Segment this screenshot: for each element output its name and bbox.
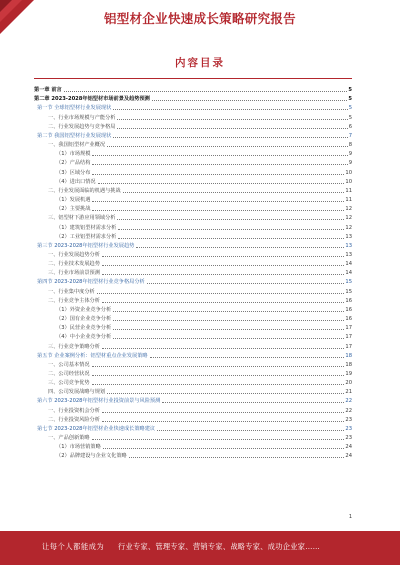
toc-entry[interactable]	[34, 166, 352, 175]
toc-entry-title: （1）发展机遇	[56, 197, 91, 204]
toc-entry-title: （1）外资企业竞争分析	[56, 306, 112, 313]
toc-entry-title: （4）进出口情况	[56, 178, 96, 185]
toc-entry-title: 三、公司竞争优势	[48, 380, 90, 387]
toc-entry-page: 11	[345, 197, 352, 204]
toc-leader-dots	[92, 375, 345, 376]
toc-entry[interactable]	[34, 84, 352, 93]
toc-entry[interactable]	[34, 102, 352, 111]
toc-entry[interactable]	[34, 93, 352, 102]
toc-entry-title: 二、行业技术发展趋势	[48, 261, 100, 268]
toc-entry-title: 第二节 我国铝型材行业发展现状	[37, 132, 112, 139]
toc-leader-dots	[150, 357, 345, 358]
toc-entry-title: 第七节 2023-2028年铝型材企业快速成长策略建议	[37, 425, 156, 432]
toc-entry-title: 二、行业发展趋势与竞争格局	[48, 123, 116, 130]
toc-leader-dots	[92, 439, 345, 440]
toc-entry[interactable]	[34, 130, 352, 139]
toc-entry-page: 5	[348, 96, 352, 103]
toc-entry-page: 12	[345, 224, 352, 231]
toc-leader-dots	[113, 137, 347, 138]
toc-leader-dots	[113, 338, 344, 339]
toc-entry-page: 15	[345, 279, 352, 286]
toc-entry[interactable]	[34, 350, 352, 359]
toc-entry-page: 8	[348, 142, 352, 149]
toc-entry[interactable]	[34, 221, 352, 230]
toc-leader-dots	[117, 128, 347, 129]
toc-entry-page: 17	[345, 325, 352, 332]
toc-entry[interactable]	[34, 395, 352, 404]
toc-leader-dots	[102, 265, 345, 266]
toc-entry-page: 16	[345, 297, 352, 304]
toc-entry-page: 5	[348, 114, 352, 121]
toc-entry-page: 16	[345, 306, 352, 313]
toc-entry-title: （3）区域分布	[56, 169, 91, 176]
top-banner	[0, 0, 400, 30]
toc-entry-page: 9	[348, 160, 352, 167]
toc-entry-title: 第三节 2023-2028年铝型材行业发展趋势	[37, 242, 135, 249]
toc-entry-title: 二、行业竞争主体分析	[48, 297, 100, 304]
toc-entry[interactable]	[34, 377, 352, 386]
toc-leader-dots	[98, 183, 345, 184]
toc-leader-dots	[92, 174, 344, 175]
toc-leader-dots	[129, 457, 345, 458]
toc-entry-title: 第二章 2023-2028年铝型材市场前景及趋势预测	[34, 96, 150, 103]
report-title: 铝型材企业快速成长策略研究报告	[103, 11, 296, 26]
toc-entry-title: 第五节 企业案例分析：铝型材重点企业发展策略	[37, 352, 148, 359]
toc-entry-title: （2）品牌建设与企业文化策略	[56, 453, 127, 460]
toc-entry-page: 23	[345, 416, 352, 423]
toc-entry[interactable]	[34, 249, 352, 258]
toc-leader-dots	[107, 393, 344, 394]
footer-bar	[0, 531, 400, 565]
toc-entry-title: 第一章 前言	[34, 87, 62, 94]
toc-leader-dots	[92, 384, 345, 385]
toc-leader-dots	[113, 311, 344, 312]
toc-leader-dots	[118, 229, 344, 230]
toc-entry[interactable]	[34, 121, 352, 130]
toc-leader-dots	[92, 366, 345, 367]
toc-entry-page: 18	[345, 361, 352, 368]
toc-leader-dots	[118, 238, 344, 239]
toc-entry-title: 第六节 2023-2028年铝型材行业投资前景与风险预测	[37, 398, 161, 405]
toc-entry-title: 二、行业发展面临的机遇与挑战	[48, 187, 121, 194]
toc-entry-title: 三、行业市场前景预测	[48, 270, 100, 277]
toc-entry-title: 一、我国铝型材产业概况	[48, 142, 106, 149]
toc-entry-title: 三、行业竞争策略分析	[48, 343, 100, 350]
toc-entry-page: 17	[345, 334, 352, 341]
toc-entry-page: 11	[345, 187, 352, 194]
toc-entry-page: 10	[345, 169, 352, 176]
footer-slogan: 让每个人都能成为	[42, 542, 105, 551]
toc-entry-page: 6	[348, 123, 352, 130]
toc-entry-page: 7	[348, 132, 352, 139]
toc-entry[interactable]	[34, 313, 352, 322]
toc-entry-title: 第一节 全球铝型材行业发展现状	[37, 105, 112, 112]
toc-entry[interactable]	[34, 111, 352, 120]
toc-entry[interactable]	[34, 340, 352, 349]
toc-entry[interactable]	[34, 404, 352, 413]
toc-entry[interactable]	[34, 258, 352, 267]
toc-entry-title: 一、行业市场规模与产能分析	[48, 114, 116, 121]
toc-entry-title: 一、行业发展趋势分析	[48, 251, 100, 258]
toc-entry-title: 二、行业投资风险分析	[48, 416, 100, 423]
toc-entry-title: （1）建筑铝型材需求分析	[56, 224, 117, 231]
toc-entry[interactable]	[34, 240, 352, 249]
toc-entry-title: （2）产品结构	[56, 160, 91, 167]
toc-leader-dots	[107, 146, 348, 147]
toc-entry[interactable]	[34, 359, 352, 368]
toc-entry-page: 24	[345, 444, 352, 451]
toc-leader-dots	[162, 402, 344, 403]
toc-entry-page: 21	[345, 389, 352, 396]
toc-entry[interactable]	[34, 414, 352, 423]
toc-leader-dots	[103, 448, 345, 449]
toc-entry-page: 15	[345, 288, 352, 295]
toc-leader-dots	[92, 210, 344, 211]
toc-divider	[34, 78, 352, 79]
toc-entry[interactable]	[34, 185, 352, 194]
toc-entry-title: 一、行业投资机会分析	[48, 407, 100, 414]
toc-leader-dots	[102, 412, 345, 413]
toc-leader-dots	[117, 119, 347, 120]
toc-entry-title: 四、公司发展战略与规划	[48, 389, 106, 396]
toc-entry-title: （2）国有企业竞争分析	[56, 316, 112, 323]
toc-entry-title: 第四节 2023-2028年铝型材行业竞争格局分析	[37, 279, 145, 286]
toc-entry[interactable]	[34, 203, 352, 212]
toc-entry-page: 5	[348, 87, 352, 94]
toc-entry-title: 三、铝型材下游应用领域分析	[48, 215, 116, 222]
toc-entry-title: （4）中小企业竞争分析	[56, 334, 112, 341]
toc-entry-page: 14	[345, 270, 352, 277]
toc-entry-page: 24	[345, 453, 352, 460]
toc-leader-dots	[92, 201, 344, 202]
toc-entry-title: （3）民营企业竞争分析	[56, 325, 112, 332]
toc-entry-title: （1）市场营销策略	[56, 444, 101, 451]
toc-entry-page: 13	[345, 251, 352, 258]
toc-entry[interactable]	[34, 267, 352, 276]
toc-leader-dots	[152, 100, 348, 101]
toc-entry-page: 22	[345, 398, 352, 405]
toc-entry-page: 18	[345, 352, 352, 359]
toc-leader-dots	[113, 329, 344, 330]
toc-entry-page: 19	[345, 371, 352, 377]
toc-entry[interactable]	[34, 322, 352, 331]
toc-entry-page: 9	[348, 151, 352, 158]
toc-entry[interactable]	[34, 331, 352, 340]
toc-leader-dots	[117, 219, 344, 220]
toc-entry-page: 23	[345, 435, 352, 442]
toc-entry-page: 12	[345, 215, 352, 222]
toc-entry[interactable]	[34, 368, 352, 377]
toc-entry[interactable]	[34, 139, 352, 148]
toc-entry[interactable]	[34, 148, 352, 157]
toc-entry[interactable]	[34, 176, 352, 185]
toc-entry[interactable]	[34, 231, 352, 240]
toc-leader-dots	[147, 283, 345, 284]
toc-entry-title: 二、公司经营状况	[48, 371, 90, 377]
toc-entry-title: （2）主要挑战	[56, 206, 91, 213]
toc-leader-dots	[92, 155, 347, 156]
toc-entry-page: 23	[345, 425, 352, 432]
toc-heading: 内容目录	[175, 57, 225, 69]
toc-entry-page: 13	[345, 242, 352, 249]
toc-leader-dots	[64, 91, 348, 92]
toc-entry-title: 一、公司基本情况	[48, 361, 90, 368]
toc-entry[interactable]	[34, 441, 352, 450]
toc-entry-title: （1）市场规模	[56, 151, 91, 158]
toc-entry-title: （2）工业铝型材需求分析	[56, 233, 117, 240]
toc-entry-page: 13	[345, 233, 352, 240]
toc-entry-page: 20	[345, 380, 352, 387]
toc-entry-page: 14	[345, 261, 352, 268]
toc-entry[interactable]	[34, 432, 352, 441]
toc-leader-dots	[102, 274, 345, 275]
toc-entry[interactable]	[34, 450, 352, 459]
table-of-contents	[34, 84, 352, 459]
toc-entry-title: 一、产品创新策略	[48, 435, 90, 442]
toc-entry-title: 一、行业集中度分析	[48, 288, 95, 295]
toc-entry[interactable]	[34, 285, 352, 294]
toc-entry-page: 5	[348, 105, 352, 112]
toc-leader-dots	[136, 247, 344, 248]
toc-entry[interactable]	[34, 194, 352, 203]
toc-leader-dots	[102, 348, 345, 349]
toc-entry-page: 12	[345, 206, 352, 213]
toc-entry[interactable]	[34, 386, 352, 395]
toc-leader-dots	[113, 320, 344, 321]
toc-entry[interactable]	[34, 295, 352, 304]
toc-leader-dots	[113, 109, 347, 110]
page-number: 1	[348, 514, 352, 520]
toc-entry-page: 22	[345, 407, 352, 414]
toc-entry-page: 17	[345, 343, 352, 350]
toc-entry[interactable]	[34, 157, 352, 166]
toc-entry-page: 16	[345, 316, 352, 323]
footer-roles: 行业专家、管理专家、营销专家、战略专家、成功企业家……	[118, 542, 321, 551]
toc-entry[interactable]	[34, 212, 352, 221]
toc-leader-dots	[157, 430, 344, 431]
toc-entry[interactable]	[34, 423, 352, 432]
toc-entry[interactable]	[34, 304, 352, 313]
toc-entry[interactable]	[34, 276, 352, 285]
toc-leader-dots	[102, 302, 345, 303]
toc-entry-page: 10	[345, 178, 352, 185]
toc-leader-dots	[97, 293, 345, 294]
toc-leader-dots	[102, 421, 345, 422]
toc-leader-dots	[102, 256, 345, 257]
toc-leader-dots	[92, 164, 347, 165]
toc-leader-dots	[123, 192, 345, 193]
